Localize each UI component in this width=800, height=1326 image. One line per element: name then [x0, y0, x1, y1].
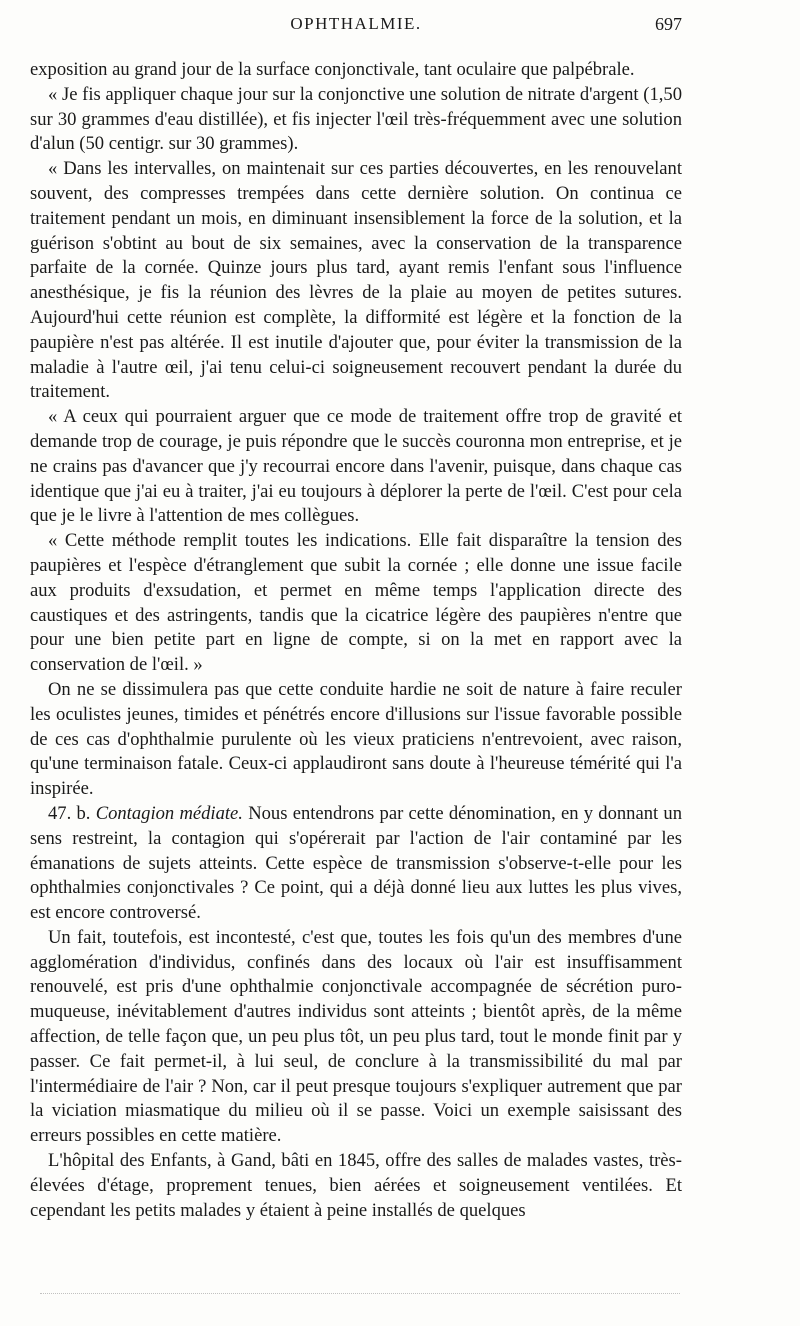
paragraph: L'hôpital des Enfants, à Gand, bâti en 1845, offre des salles de malades vastes, très-élevées d'étage, proprement tenues, bien aérées et soigneusement ventilées. Et cependant les petits malades y étaient à peine installés de quelques: [30, 1150, 682, 1221]
section-number: 47. b.: [48, 802, 91, 824]
paragraph: « Je fis appliquer chaque jour sur la conjonctive une solution de nitrate d'argent (1,50 sur 30 grammes d'eau distillée), et fis injecter l'œil très-fréquemment avec une solution d'alun (50 centigr. sur 30 grammes).: [30, 83, 682, 155]
paragraph: « Cette méthode remplit toutes les indications. Elle fait disparaître la tension des paupières et l'espèce d'étranglement que subit la cornée ; elle donne une issue facile aux produits d'exsudation, et permet en même temps l'application directe des caustiques et des astringents, tandis que la cicatrice légère des paupières n'entre que pour une bien petite part en ligne de compte, si on la met en rapport avec la conservation de l'œil. »: [30, 530, 682, 676]
paragraph-continuation: exposition au grand jour de la surface conjonctivale, tant oculaire que palpébrale.: [30, 59, 635, 80]
paragraph: « Dans les intervalles, on maintenait sur ces parties découvertes, en les renouvelant souvent, des compresses trempées dans cette dernière solution. On continua ce traitement pendant un mois, en diminuant insensiblement la force de la solution, et la guérison s'obtint au bout de six semaines, avec la conservation de la transparence parfaite de la cornée. Quinze jours plus tard, ayant remis l'enfant sous l'influence anesthésique, je fis la réunion des lèvres de la plaie au moyen de petites sutures. Aujourd'hui cette réunion est complète, la difformité est légère et la fonction de la paupière n'est pas altérée. Il est inutile d'ajouter que, pour éviter la transmission de la maladie à l'autre œil, j'ai tenu celui-ci soigneusement recouvert pendant la durée du traitement.: [30, 158, 682, 403]
paragraph: Un fait, toutefois, est incontesté, c'est que, toutes les fois qu'un des membres d'une agglomération d'individus, confinés dans des locaux où l'air est insuffisamment renouvelé, est pris d'une ophthalmie conjonctivale accompagnée de sécrétion puro-muqueuse, inévitablement d'autres individus sont atteints ; bientôt après, de la même affection, de telle façon que, un peu plus tôt, un peu plus tard, tout le monde finit par y passer. Ce fait permet-il, à lui seul, de conclure à la transmissibilité du mal par l'intermédiaire de l'air ? Non, car il peut presque toujours s'expliquer autrement que par la viciation miasmatique du milieu où il se passe. Voici un exemple saisissant des erreurs possibles en cette matière.: [30, 926, 682, 1147]
section-title: Contagion médiate.: [95, 802, 243, 824]
paragraph: « A ceux qui pourraient arguer que ce mode de traitement offre trop de gravité et demande trop de courage, je puis répondre que le succès couronna mon entreprise, et je ne crains pas d'avancer que j'y recourrai encore dans l'avenir, puisque, dans chaque cas identique que j'ai eu à traiter, j'ai eu toujours à déplorer la perte de l'œil. C'est pour cela que je le livre à l'attention de mes collègues.: [30, 406, 682, 527]
running-title: OPHTHALMIE.: [290, 14, 422, 33]
section-text: Nous entendrons par cette dénomination, en y donnant un sens restreint, la contagion qui s'opérerait par l'action de l'air contaminé par les émanations de sujets atteints. Cette espèce de transmission s'observe-t-elle pour les ophthalmies conjonctivales ? Ce point, qui a déjà donné lieu aux luttes les plus vives, est encore controversé.: [30, 802, 683, 924]
page-number: 697: [655, 14, 682, 34]
page-header: [30, 14, 682, 42]
section-paragraph: [30, 802, 682, 926]
paragraph: On ne se dissimulera pas que cette conduite hardie ne soit de nature à faire reculer les oculistes jeunes, timides et pénétrés encore d'illusions sur l'issue favorable possible de ces cas d'ophthalmie purulente où les vieux praticiens n'entrevoient, avec raison, qu'une terminaison fatale. Ceux-ci applaudiront sans doute à l'heureuse témérité qui l'a inspirée.: [30, 678, 682, 800]
footer-rule: [40, 1293, 680, 1294]
body-text: [30, 58, 682, 1223]
